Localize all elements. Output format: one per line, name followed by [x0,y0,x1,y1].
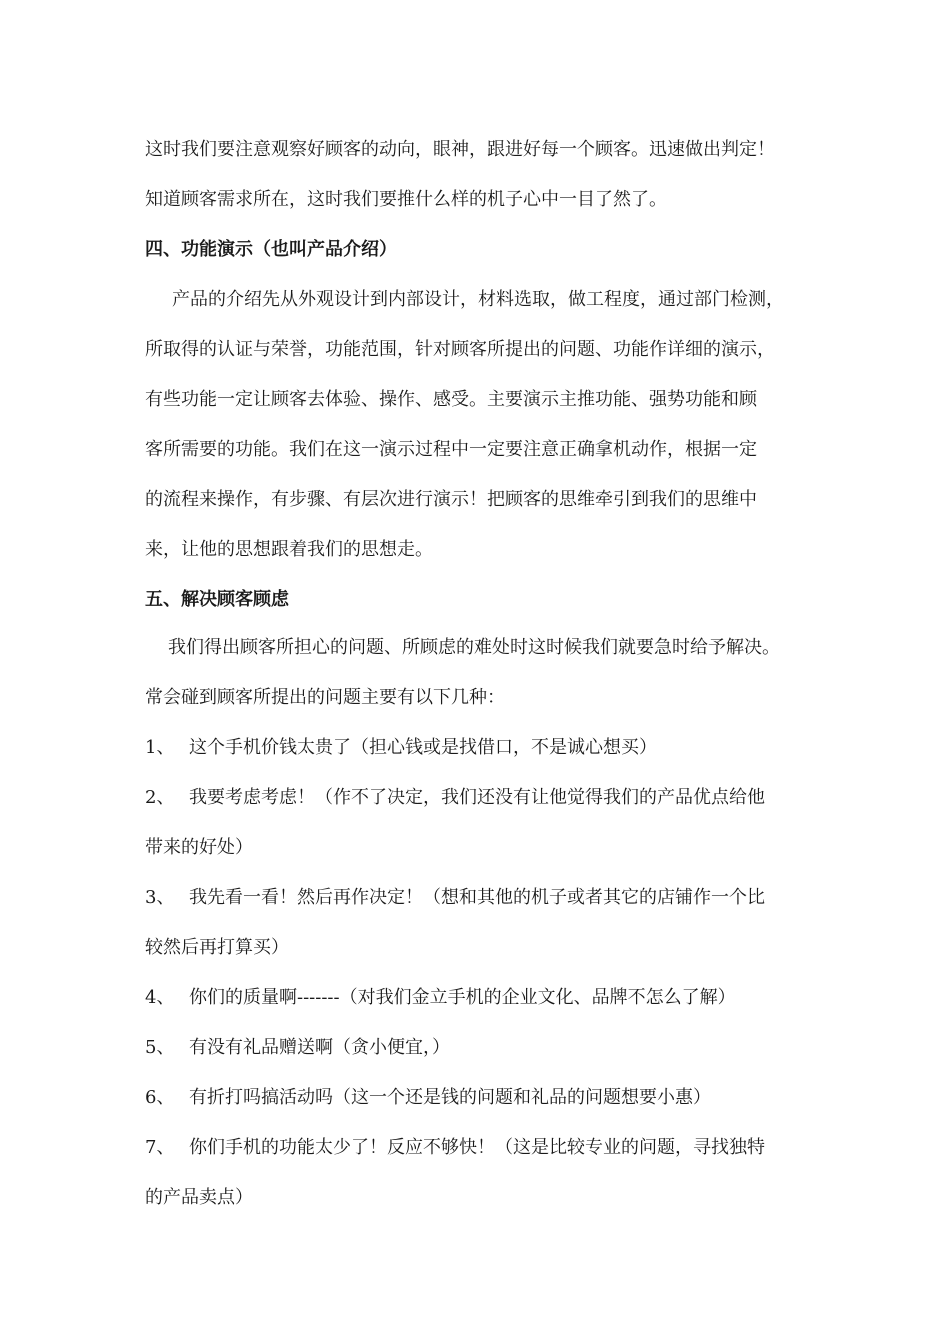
body-text-line: 来，让他的思想跟着我们的思想走。 [145,539,433,560]
body-text-line: 客所需要的功能。我们在这一演示过程中一定要注意正确拿机动作，根据一定 [145,439,757,460]
body-text-line: 产品的介绍先从外观设计到内部设计，材料选取，做工程度，通过部门检测， [172,289,784,310]
list-item-number: 4、 [145,987,175,1008]
body-text-line: 我们得出顾客所担心的问题、所顾虑的难处时这时候我们就要急时给予解决。 [168,637,780,658]
list-item [145,1136,765,1160]
list-item-number: 6、 [145,1087,175,1108]
list-item-number: 2、 [145,787,175,808]
list-item-text: 你们手机的功能太少了！反应不够快！（这是比较专业的问题，寻找独特 [189,1137,765,1158]
list-item [145,786,765,810]
list-item-text: 有折打吗搞活动吗（这一个还是钱的问题和礼品的问题想要小惠） [189,1087,711,1108]
list-item-continuation: 的产品卖点） [145,1187,253,1208]
list-item-text: 这个手机价钱太贵了（担心钱或是找借口，不是诚心想买） [189,737,657,758]
list-item-continuation: 较然后再打算买） [145,937,289,958]
list-item-number: 7、 [145,1137,175,1158]
list-item-text: 有没有礼品赠送啊（贪小便宜，） [189,1037,450,1058]
list-item [145,1086,711,1110]
section-heading-4: 四、功能演示（也叫产品介绍） [145,239,397,260]
body-text-line: 有些功能一定让顾客去体验、操作、感受。主要演示主推功能、强势功能和顾 [145,389,757,410]
body-text-line: 知道顾客需求所在，这时我们要推什么样的机子心中一目了然了。 [145,189,667,210]
list-item-continuation: 带来的好处） [145,837,253,858]
list-item-text: 我先看一看！然后再作决定！（想和其他的机子或者其它的店铺作一个比 [189,887,765,908]
list-item [145,886,765,910]
list-item [145,1036,450,1060]
body-text-line: 所取得的认证与荣誉，功能范围，针对顾客所提出的问题、功能作详细的演示， [145,339,775,360]
list-item-text: 你们的质量啊-------（对我们金立手机的企业文化、品牌不怎么了解） [189,987,736,1008]
section-heading-5: 五、解决顾客顾虑 [145,589,289,610]
body-text-line: 这时我们要注意观察好顾客的动向，眼神，跟进好每一个顾客。迅速做出判定！ [145,139,775,160]
body-text-line: 常会碰到顾客所提出的问题主要有以下几种： [145,687,505,708]
list-item-number: 3、 [145,887,175,908]
list-item-number: 1、 [145,737,175,758]
list-item [145,986,736,1010]
list-item-number: 5、 [145,1037,175,1058]
body-text-line: 的流程来操作，有步骤、有层次进行演示！把顾客的思维牵引到我们的思维中 [145,489,757,510]
list-item [145,736,657,760]
list-item-text: 我要考虑考虑！（作不了决定，我们还没有让他觉得我们的产品优点给他 [189,787,765,808]
